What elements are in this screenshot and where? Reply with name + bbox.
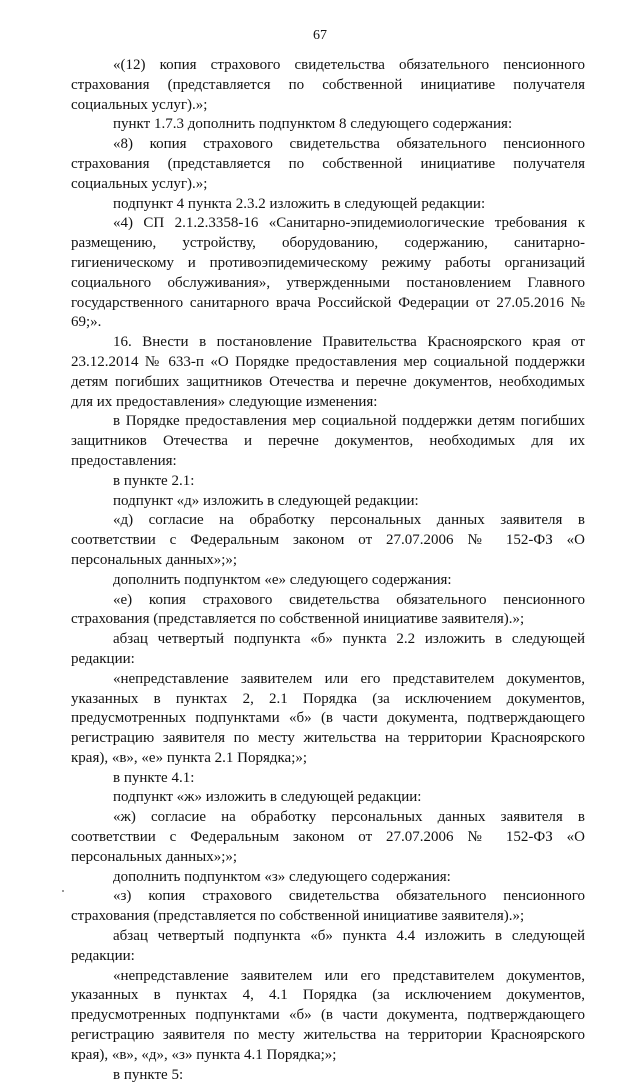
paragraph: дополнить подпунктом «з» следующего содержания: <box>113 868 451 885</box>
paragraph: подпункт 4 пункта 2.3.2 изложить в следующей редакции: <box>113 195 486 212</box>
paragraph: в Порядке предоставления мер социальной поддержки детям погибших защитников Отечества и перечне документов, необходимых для их предоставления: <box>71 413 585 469</box>
paragraph: «ж) согласие на обработку персональных данных заявителя в соответствии с Федеральным законом от 27.07.2006 № 152-ФЗ «О персональных данных»;»; <box>71 809 585 865</box>
paragraph: абзац четвертый подпункта «б» пункта 2.2 изложить в следующей редакции: <box>71 631 585 667</box>
paragraph: в пункте 4.1: <box>113 769 195 786</box>
paragraph: «8) копия страхового свидетельства обязательного пенсионного страхования (представляется по собственной инициативе получателя социальных услуг).»; <box>71 136 585 192</box>
paragraph: подпункт «ж» изложить в следующей редакции: <box>113 789 422 806</box>
paragraph: в пункте 5: <box>113 1066 184 1083</box>
paragraph: 16. Внести в постановление Правительства Красноярского края от 23.12.2014 № 633-п «О Порядке предоставления мер социальной поддержки детям погибших защитников Отечества и перечне документов, необходимых для их предоставления» следующие изменения: <box>71 334 585 410</box>
page-number: 67 <box>313 28 327 43</box>
paragraph: «непредставление заявителем или его представителем документов, указанных в пунктах 2, 2.1 Порядка (за исключением документов, предусмотренных подпунктами «б» (в части документа, подтверждающего регистрацию заявителя по месту жительства на территории Красноярского края), «в», «е» пункта 2.1 Порядка;»; <box>71 670 585 766</box>
document-body <box>71 56 585 1085</box>
paragraph: «4) СП 2.1.2.3358-16 «Санитарно-эпидемиологические требования к размещению, устройству, оборудованию, содержанию, санитарно-гигиеническому и противоэпидемическому режиму работы организаций социального обслуживания», утвержденными постановлением Главного государственного санитарного врача Российской Федерации от 27.05.2016 № 69;». <box>71 215 585 331</box>
paragraph: дополнить подпунктом «е» следующего содержания: <box>113 571 452 588</box>
paragraph: абзац четвертый подпункта «б» пункта 4.4 изложить в следующей редакции: <box>71 928 585 964</box>
paragraph: «з) копия страхового свидетельства обязательного пенсионного страхования (представляется по собственной инициативе заявителя).»; <box>71 888 585 925</box>
paragraph: «непредставление заявителем или его представителем документов, указанных в пунктах 4, 4.1 Порядка (за исключением документов, предусмотренных подпунктами «б» (в части документа, подтверждающего регистрацию заявителя по месту жительства на территории Красноярского края), «в», «д», «з» пункта 4.1 Порядка;»; <box>71 967 585 1063</box>
paragraph: «е) копия страхового свидетельства обязательного пенсионного страхования (представляется по собственной инициативе заявителя).»; <box>71 591 585 628</box>
paragraph: «(12) копия страхового свидетельства обязательного пенсионного страхования (представляется по собственной инициативе получателя социальных услуг).»; <box>71 57 585 113</box>
paragraph: пункт 1.7.3 дополнить подпунктом 8 следующего содержания: <box>113 116 513 133</box>
paragraph: в пункте 2.1: <box>113 472 195 489</box>
paragraph: «д) согласие на обработку персональных данных заявителя в соответствии с Федеральным законом от 27.07.2006 № 152-ФЗ «О персональных данных»;»; <box>71 512 585 568</box>
scan-speck <box>62 890 64 892</box>
paragraph: подпункт «д» изложить в следующей редакции: <box>113 492 419 509</box>
